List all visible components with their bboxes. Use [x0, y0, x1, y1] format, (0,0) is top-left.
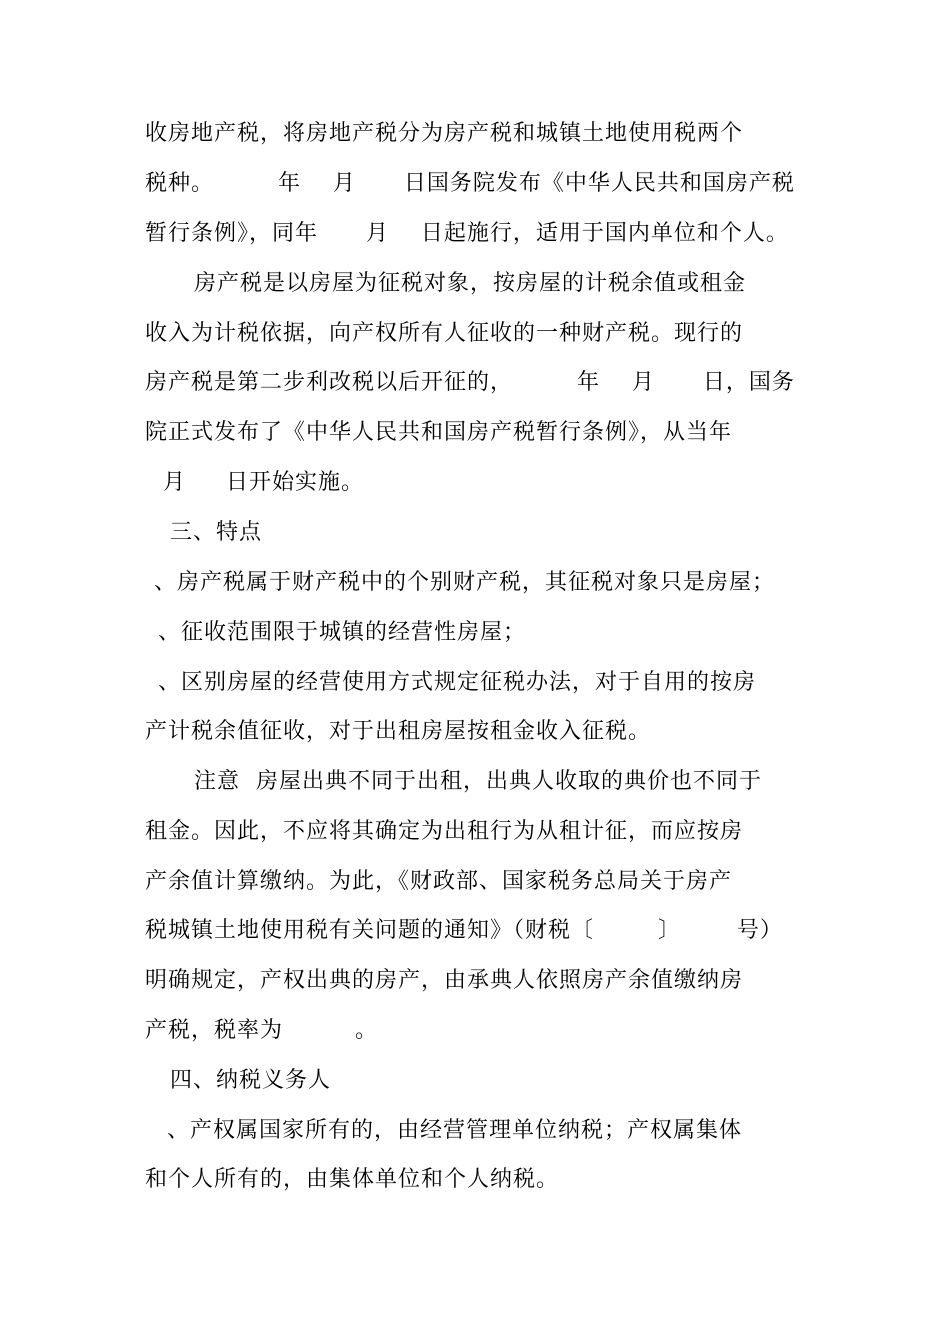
- paragraph-line: 明确规定，产权出典的房产，由承典人依照房产余值缴纳房: [145, 968, 744, 993]
- paragraph-line: 和个人所有的，由集体单位和个人纳税。: [145, 1167, 560, 1192]
- paragraph-line: 产计税余值征收，对于出租房屋按租金收入征税。: [145, 719, 652, 744]
- paragraph-line: 产税，税率为 。: [145, 1018, 378, 1043]
- paragraph-line: 暂行条例》，同年 月 日起施行，适用于国内单位和个人。: [145, 221, 789, 246]
- section-heading: 三、特点: [170, 520, 263, 545]
- paragraph-line: 房产税是以房屋为征税对象，按房屋的计税余值或租金: [194, 271, 747, 296]
- paragraph-line: 院正式发布了《中华人民共和国房产税暂行条例》，从当年: [145, 420, 733, 445]
- list-item: 、产权属国家所有的，由经营管理单位纳税；产权属集体: [167, 1118, 743, 1143]
- paragraph-line: 月 日开始实施。: [163, 470, 364, 495]
- list-item: 、房产税属于财产税中的个别财产税，其征税对象只是房屋；: [154, 570, 776, 595]
- paragraph-line: 税城镇土地使用税有关问题的通知》（财税〔 〕 号）: [145, 918, 783, 943]
- list-item: 、区别房屋的经营使用方式规定征税办法，对于自用的按房: [158, 670, 757, 695]
- paragraph-line: 租金。因此，不应将其确定为出租行为从租计征，而应按房: [145, 819, 744, 844]
- paragraph-line: 税种。 年 月 日国务院发布《中华人民共和国房产税: [145, 171, 795, 196]
- list-item: 、征收范围限于城镇的经营性房屋；: [158, 620, 527, 645]
- paragraph-line: 房产税是第二步利改税以后开征的， 年 月 日，国务: [145, 370, 795, 395]
- paragraph-line: 产余值计算缴纳。为此，《财政部、国家税务总局关于房产: [145, 869, 733, 894]
- paragraph-line: 注意 房屋出典不同于出租，出典人收取的典价也不同于: [194, 769, 762, 794]
- paragraph-line: 收入为计税依据，向产权所有人征收的一种财产税。现行的: [145, 321, 744, 346]
- paragraph-line: 收房地产税，将房地产税分为房产税和城镇土地使用税两个: [145, 121, 744, 146]
- section-heading: 四、纳税义务人: [170, 1068, 332, 1093]
